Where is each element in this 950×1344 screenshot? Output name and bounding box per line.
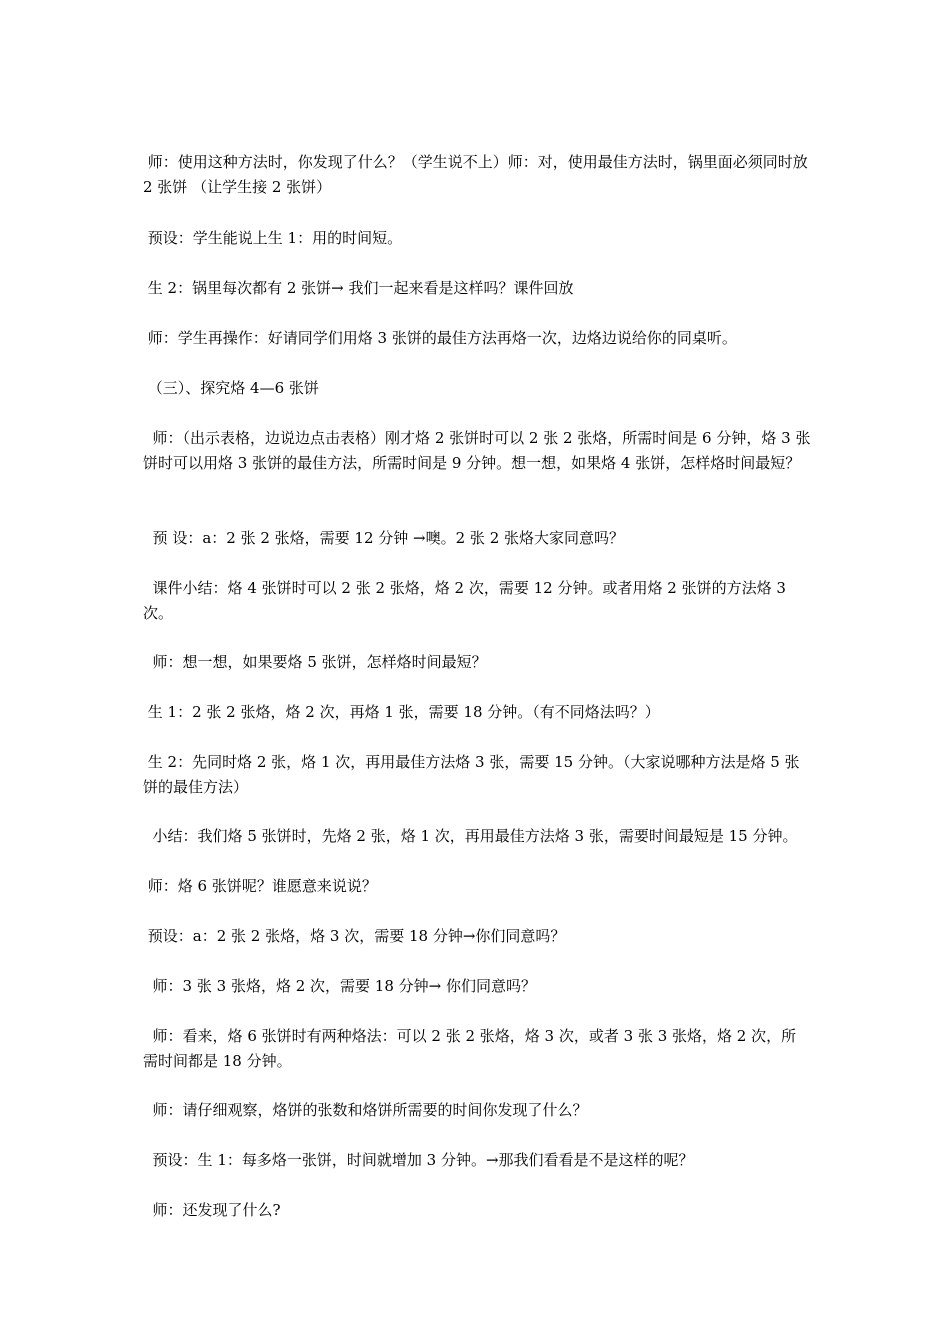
paragraph-19: 师：还发现了什么? <box>143 1201 281 1219</box>
paragraph-10: 生 1：2 张 2 张烙，烙 2 次，再烙 1 张，需要 18 分钟。（有不同烙法吗？） <box>143 703 660 721</box>
paragraph-12: 小结：我们烙 5 张饼时，先烙 2 张，烙 1 次，再用最佳方法烙 3 张，需要时间最短是 15 分钟。 <box>143 827 798 845</box>
paragraph-3: 生 2：锅里每次都有 2 张饼→ 我们一起来看是这样吗？课件回放 <box>143 279 574 297</box>
paragraph-15: 师：3 张 3 张烙，烙 2 次，需要 18 分钟→ 你们同意吗？ <box>143 977 536 995</box>
paragraph-6: 师：（出示表格，边说边点击表格）刚才烙 2 张饼时可以 2 张 2 张烙，所需时间是 6 分钟，烙 3 张饼时可以用烙 3 张饼的最佳方法，所需时间是 9 分钟。想一想，如果烙 4 张饼，怎样烙时间最短？ <box>143 429 811 472</box>
paragraph-13: 师：烙 6 张饼呢？谁愿意来说说？ <box>143 877 377 895</box>
paragraph-18: 预设：生 1：每多烙一张饼，时间就增加 3 分钟。→那我们看看是不是这样的呢？ <box>143 1151 694 1169</box>
paragraph-7: 预 设：a：2 张 2 张烙，需要 12 分钟 →噢。2 张 2 张烙大家同意吗？ <box>143 529 625 547</box>
paragraph-2: 预设：学生能说上生 1：用的时间短。 <box>143 229 403 247</box>
paragraph-11: 生 2：先同时烙 2 张，烙 1 次，再用最佳方法烙 3 张，需要 15 分钟。（大家说哪种方法是烙 5 张饼的最佳方法） <box>143 753 800 796</box>
paragraph-17: 师：请仔细观察，烙饼的张数和烙饼所需要的时间你发现了什么？ <box>143 1101 588 1119</box>
paragraph-14: 预设：a：2 张 2 张烙，烙 3 次，需要 18 分钟→你们同意吗？ <box>143 927 566 945</box>
paragraph-1: 师：使用这种方法时，你发现了什么？（学生说不上）师：对，使用最佳方法时，锅里面必须同时放 2 张饼 （让学生接 2 张饼） <box>143 153 813 196</box>
paragraph-4: 师：学生再操作：好请同学们用烙 3 张饼的最佳方法再烙一次，边烙边说给你的同桌听。 <box>143 329 737 347</box>
section-heading: （三）、探究烙 4—6 张饼 <box>143 379 319 397</box>
paragraph-9: 师：想一想，如果要烙 5 张饼，怎样烙时间最短？ <box>143 653 487 671</box>
paragraph-16: 师：看来，烙 6 张饼时有两种烙法：可以 2 张 2 张烙，烙 3 次，或者 3 张 3 张烙，烙 2 次，所需时间都是 18 分钟。 <box>143 1027 797 1070</box>
paragraph-8: 课件小结：烙 4 张饼时可以 2 张 2 张烙，烙 2 次，需要 12 分钟。或者用烙 2 张饼的方法烙 3 次。 <box>143 579 791 622</box>
